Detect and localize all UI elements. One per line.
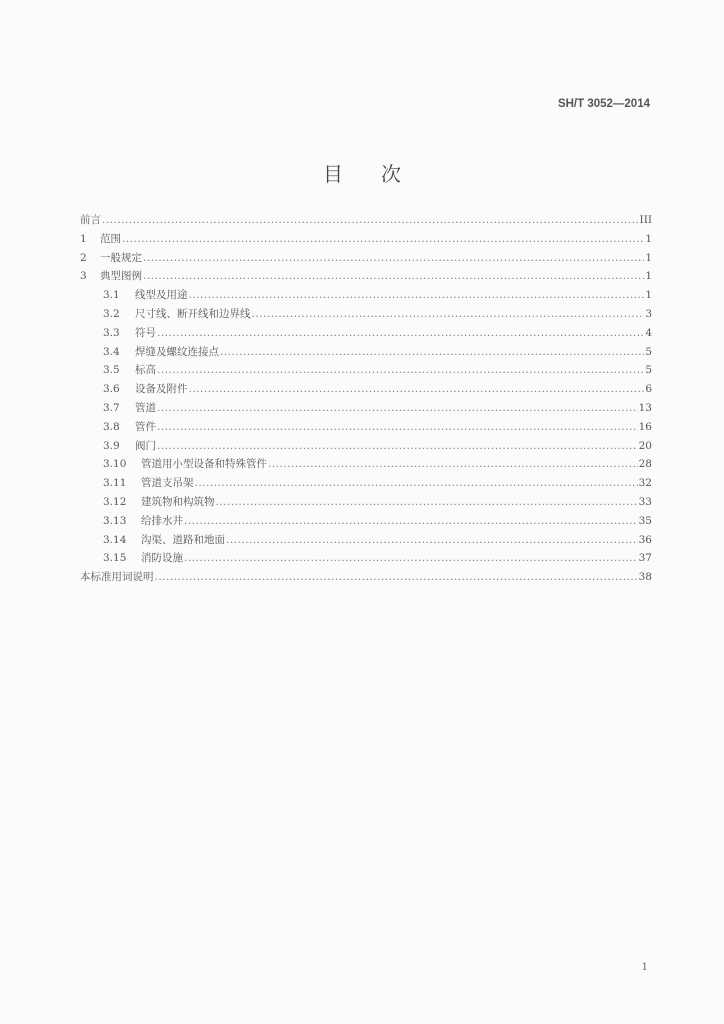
toc-entry-number: 3.8	[103, 420, 120, 433]
dot-leader	[122, 230, 644, 249]
toc-entry[interactable]	[80, 380, 652, 399]
toc-entry-title: 管道支吊架	[141, 477, 194, 490]
toc-entry[interactable]	[80, 399, 652, 418]
dot-leader	[252, 305, 645, 324]
toc-entry-number: 3.10	[103, 458, 127, 471]
toc-entry-page: 3	[645, 307, 652, 320]
toc-entry[interactable]	[80, 211, 652, 230]
toc-entry-title: 范围	[100, 232, 121, 245]
dot-leader	[157, 399, 638, 418]
toc-entry-number: 3.11	[103, 477, 127, 490]
toc-entry-page: 1	[645, 289, 652, 302]
toc-entry-number: 3.9	[103, 439, 120, 452]
toc-entry[interactable]	[80, 230, 652, 249]
toc-entry-number: 3.14	[103, 533, 127, 546]
toc-entry[interactable]	[80, 324, 652, 343]
dot-leader	[268, 455, 638, 474]
toc-entry-title: 消防设施	[141, 552, 183, 565]
dot-leader	[157, 437, 638, 456]
toc-entry[interactable]	[80, 305, 652, 324]
toc-entry-number: 3.7	[103, 401, 120, 414]
toc-entry-number: 3.5	[103, 364, 120, 377]
toc-entry-title: 给排水井	[141, 514, 183, 527]
toc-entry-page: 1	[645, 232, 652, 245]
toc-entry-page: 33	[638, 495, 652, 508]
toc-entry[interactable]	[80, 568, 652, 587]
toc-entry-number: 3	[80, 270, 87, 283]
toc-title-char-2: 次	[381, 162, 401, 186]
toc-entry[interactable]	[80, 512, 652, 531]
toc-entry-number: 1	[80, 232, 87, 245]
toc-entry-title: 前言	[80, 214, 101, 226]
dot-leader	[157, 324, 644, 343]
toc-entry[interactable]	[80, 343, 652, 362]
toc-entry-page: III	[639, 214, 652, 226]
toc-entry-title: 本标准用词说明	[80, 571, 154, 584]
toc-entry[interactable]	[80, 455, 652, 474]
dot-leader	[155, 568, 638, 587]
standard-code: SH/T 3052—2014	[557, 98, 650, 110]
toc-entry-number: 3.2	[103, 307, 120, 320]
toc-entry-page: 32	[638, 477, 652, 490]
toc-entry-title: 标高	[135, 364, 156, 377]
toc-entry[interactable]	[80, 286, 652, 305]
toc-entry[interactable]	[80, 267, 652, 286]
toc-entry-number: 3.15	[103, 552, 127, 565]
toc-entry[interactable]	[80, 549, 652, 568]
toc-entry-page: 6	[645, 383, 652, 396]
dot-leader	[157, 361, 644, 380]
toc-entry-title: 管件	[135, 420, 156, 433]
toc-entry-page: 1	[645, 270, 652, 283]
toc-entry-page: 5	[645, 345, 652, 358]
toc-entry-title: 管道	[135, 401, 156, 414]
toc-entry-page: 4	[645, 326, 652, 339]
toc-entry-title: 尺寸线、断开线和边界线	[135, 307, 251, 320]
toc-entry-number: 3.12	[103, 495, 127, 508]
toc-entry-title: 线型及用途	[135, 289, 188, 302]
toc-entry[interactable]	[80, 249, 652, 268]
toc-entry[interactable]	[80, 437, 652, 456]
toc-entry-page: 16	[638, 420, 652, 433]
toc-entry-title: 一般规定	[100, 251, 142, 264]
table-of-contents	[80, 211, 652, 587]
dot-leader	[226, 531, 638, 550]
toc-entry-page: 35	[638, 514, 652, 527]
toc-entry-title: 沟渠、道路和地面	[141, 533, 225, 546]
dot-leader	[184, 512, 638, 531]
toc-entry[interactable]	[80, 361, 652, 380]
toc-entry-number: 3.1	[103, 289, 120, 302]
dot-leader	[143, 267, 644, 286]
toc-title-char-1: 目	[323, 162, 343, 186]
dot-leader	[184, 549, 638, 568]
toc-entry-number: 3.4	[103, 345, 120, 358]
dot-leader	[189, 380, 645, 399]
toc-entry-title: 管道用小型设备和特殊管件	[141, 458, 267, 471]
page-number: 1	[641, 962, 648, 973]
toc-entry-number: 3.13	[103, 514, 127, 527]
toc-entry-page: 13	[638, 401, 652, 414]
toc-entry-page: 28	[638, 458, 652, 471]
dot-leader	[189, 286, 645, 305]
toc-entry-title: 设备及附件	[135, 383, 188, 396]
toc-entry[interactable]	[80, 418, 652, 437]
dot-leader	[157, 418, 638, 437]
toc-entry-title: 典型图例	[100, 270, 142, 283]
toc-entry-title: 阀门	[135, 439, 156, 452]
dot-leader	[143, 249, 644, 268]
toc-entry-page: 1	[645, 251, 652, 264]
toc-entry[interactable]	[80, 531, 652, 550]
toc-entry[interactable]	[80, 474, 652, 493]
toc-entry-page: 20	[638, 439, 652, 452]
toc-entry-page: 36	[638, 533, 652, 546]
toc-title	[0, 158, 724, 187]
toc-entry-page: 38	[638, 571, 652, 584]
dot-leader	[220, 343, 644, 362]
toc-entry-title: 符号	[135, 326, 156, 339]
toc-entry[interactable]	[80, 493, 652, 512]
toc-entry-page: 5	[645, 364, 652, 377]
toc-entry-title: 焊缝及螺纹连接点	[135, 345, 219, 358]
dot-leader	[216, 493, 638, 512]
toc-entry-number: 3.3	[103, 326, 120, 339]
dot-leader	[195, 474, 638, 493]
toc-entry-number: 2	[80, 251, 87, 264]
toc-entry-page: 37	[638, 552, 652, 565]
toc-entry-title: 建筑物和构筑物	[141, 495, 215, 508]
dot-leader	[102, 211, 639, 230]
toc-entry-number: 3.6	[103, 383, 120, 396]
